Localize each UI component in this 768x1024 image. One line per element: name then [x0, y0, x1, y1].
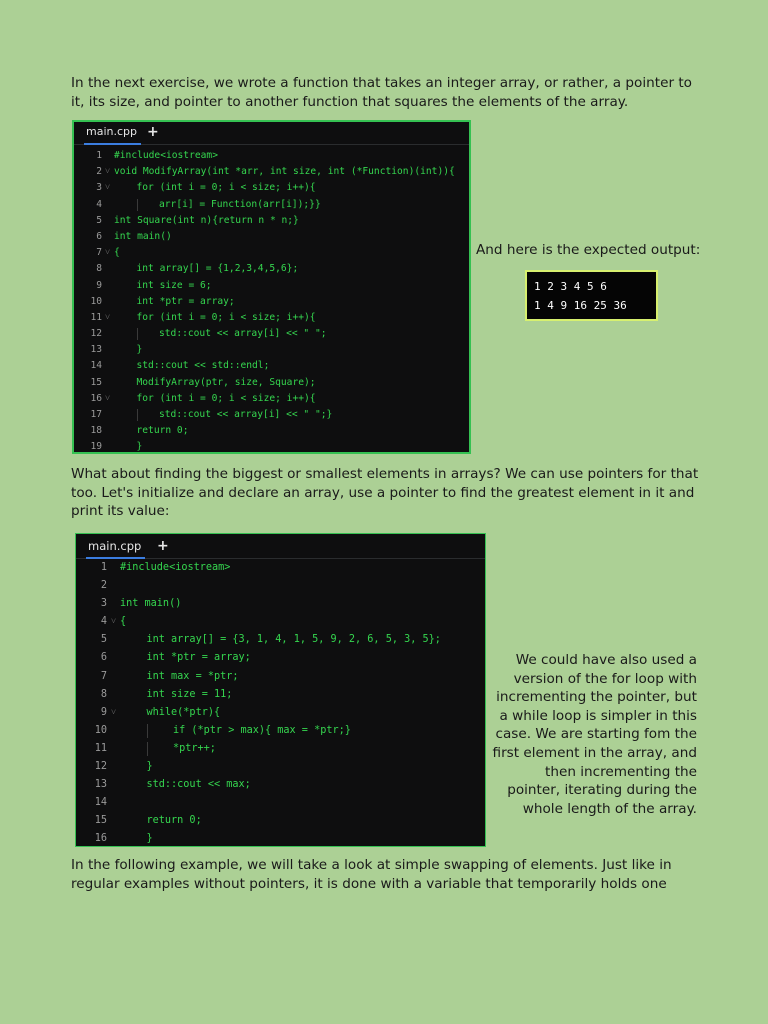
line-number: 1: [96, 150, 102, 161]
line-number: 5: [100, 634, 107, 646]
line-number: 10: [94, 724, 107, 736]
tab-main-cpp[interactable]: main.cpp: [84, 122, 141, 145]
fold-chevron-icon[interactable]: ˅: [105, 183, 111, 194]
code-body: [74, 145, 469, 454]
code-line: [74, 294, 469, 310]
line-number: 15: [90, 376, 102, 388]
line-number: 7: [100, 670, 107, 682]
code-line: [74, 358, 469, 374]
line-number: 2: [100, 580, 107, 592]
code-line: [76, 794, 485, 812]
line-number: 3: [96, 182, 102, 194]
line-number: 17: [90, 409, 102, 420]
code-line: [76, 668, 485, 686]
code-text: while(*ptr){: [146, 706, 221, 718]
add-tab-button[interactable]: +: [157, 538, 169, 554]
line-number: 14: [94, 797, 107, 809]
line-number: 6: [100, 652, 107, 664]
code-text: #include<iostream>: [120, 562, 231, 573]
code-line: [76, 776, 485, 794]
code-line: [74, 326, 469, 342]
code-text: for (int i = 0; i < size; i++){: [136, 392, 316, 404]
code-editor-1: [72, 120, 471, 454]
line-number: 8: [96, 263, 102, 275]
code-text: std::cout << max;: [146, 779, 251, 791]
code-line: [74, 407, 469, 423]
line-number: 3: [100, 598, 107, 610]
fold-chevron-icon[interactable]: ˅: [111, 707, 117, 718]
code-line: [76, 613, 485, 631]
code-text: arr[i] = Function(arr[i]);}}: [159, 198, 321, 210]
code-line: [74, 261, 469, 277]
fold-chevron-icon[interactable]: ˅: [105, 248, 111, 259]
side-note: We could have also used a version of the for loop with incrementing the pointer, but a while loop is simpler in this case. We are starting fom the first element in the array, and then incrementing the pointer, iterating during the whole length of the array.: [492, 652, 697, 817]
line-number: 1: [100, 562, 107, 573]
code-text: int max = *ptr;: [146, 670, 239, 682]
line-number: 16: [90, 392, 102, 404]
code-text: int array[] = {1,2,3,4,5,6};: [136, 263, 299, 275]
code-line: [74, 213, 469, 229]
code-line: [74, 391, 469, 407]
code-text: *ptr++;: [173, 742, 216, 754]
code-line: [74, 148, 469, 164]
code-text: void ModifyArray(int *arr, int size, int (*Function)(int)){: [114, 166, 455, 178]
code-text: return 0;: [146, 815, 202, 827]
output-line-2: 1 4 9 16 25 36: [534, 299, 627, 312]
code-line: [76, 740, 485, 758]
code-text: for (int i = 0; i < size; i++){: [136, 311, 316, 323]
intro-paragraph-3: In the following example, we will take a look at simple swapping of elements. Just like in regular examples without pointers, it is done with a variable that temporarily holds one: [71, 857, 672, 892]
line-number: 8: [100, 688, 107, 700]
indent-guide: [137, 409, 138, 421]
code-line: [74, 164, 469, 180]
code-text: int Square(int n){return n * n;}: [114, 214, 299, 226]
code-body: [76, 559, 485, 847]
code-line: [76, 722, 485, 740]
line-number: 9: [96, 279, 102, 291]
code-line: [74, 375, 469, 391]
fold-chevron-icon[interactable]: ˅: [111, 617, 117, 628]
line-number: 16: [94, 833, 107, 845]
line-number: 7: [96, 247, 102, 259]
code-line: [74, 342, 469, 358]
line-number: 19: [90, 441, 102, 453]
code-text: for (int i = 0; i < size; i++){: [136, 182, 316, 194]
code-line: [74, 310, 469, 326]
code-text: std::cout << array[i] << " ";: [159, 328, 327, 340]
code-text: }: [136, 441, 143, 453]
line-number: 13: [90, 344, 102, 356]
code-text: {: [114, 247, 120, 259]
code-text: int main(): [120, 598, 182, 610]
line-number: 18: [90, 425, 102, 437]
editor-tab-bar: [74, 122, 469, 145]
code-text: }: [146, 761, 153, 773]
output-console: [525, 270, 658, 321]
line-number: 4: [96, 198, 102, 210]
line-number: 11: [94, 742, 107, 754]
fold-chevron-icon[interactable]: ˅: [105, 312, 111, 323]
line-number: 10: [90, 295, 102, 307]
code-text: int size = 6;: [136, 279, 212, 291]
code-line: [76, 812, 485, 830]
line-number: 12: [94, 761, 107, 773]
fold-chevron-icon[interactable]: ˅: [105, 167, 111, 178]
code-text: int size = 11;: [146, 688, 233, 700]
code-text: }: [136, 344, 143, 356]
tab-main-cpp[interactable]: main.cpp: [86, 534, 145, 559]
line-number: 5: [96, 214, 102, 226]
code-line: [76, 631, 485, 649]
output-label: And here is the expected output:: [476, 242, 701, 258]
code-line: [76, 559, 485, 577]
code-line: [74, 229, 469, 245]
indent-guide: [137, 199, 138, 211]
code-line: [76, 704, 485, 722]
code-editor-2: [75, 533, 486, 847]
line-number: 15: [94, 815, 107, 827]
code-line: [76, 686, 485, 704]
code-text: }: [146, 833, 153, 845]
line-number: 2: [96, 166, 102, 178]
code-line: [76, 595, 485, 613]
line-number: 13: [94, 779, 107, 791]
code-text: ModifyArray(ptr, size, Square);: [136, 376, 316, 388]
code-text: int array[] = {3, 1, 4, 1, 5, 9, 2, 6, 5, 3, 5};: [146, 634, 441, 646]
line-number: 11: [90, 311, 102, 323]
code-text: if (*ptr > max){ max = *ptr;}: [173, 724, 351, 736]
code-line: [76, 758, 485, 776]
intro-paragraph-1: In the next exercise, we wrote a function that takes an integer array, or rather, a pointer to it, its size, and pointer to another function that squares the elements of the array.: [71, 75, 693, 110]
code-text: int *ptr = array;: [136, 295, 235, 307]
code-text: int *ptr = array;: [146, 652, 251, 664]
indent-guide: [137, 328, 138, 340]
code-line: [76, 577, 485, 595]
code-line: [76, 830, 485, 847]
intro-paragraph-2: What about finding the biggest or smallest elements in arrays? We can use pointers for that too. Let's initialize and declare an array, use a pointer to find the greatest element in it and print its value:: [71, 466, 699, 519]
code-text: std::cout << array[i] << " ";}: [159, 409, 333, 420]
code-text: return 0;: [136, 425, 189, 437]
code-text: {: [120, 616, 127, 628]
code-line: [74, 180, 469, 196]
line-number: 4: [100, 616, 107, 628]
line-number: 12: [90, 328, 102, 340]
code-line: [74, 197, 469, 213]
code-text: int main(): [114, 230, 172, 242]
fold-chevron-icon[interactable]: ˅: [105, 393, 111, 404]
editor-tab-bar: [76, 534, 485, 559]
code-text: #include<iostream>: [114, 150, 218, 161]
code-line: [74, 439, 469, 454]
line-number: 9: [100, 706, 107, 718]
add-tab-button[interactable]: +: [147, 124, 159, 140]
code-line: [76, 649, 485, 667]
code-text: std::cout << std::endl;: [136, 360, 270, 372]
line-number: 6: [96, 230, 102, 242]
code-line: [74, 423, 469, 439]
indent-guide: [147, 742, 148, 756]
code-line: [74, 245, 469, 261]
indent-guide: [147, 724, 148, 738]
output-line-1: 1 2 3 4 5 6: [534, 280, 607, 293]
line-number: 14: [90, 360, 102, 372]
code-line: [74, 278, 469, 294]
